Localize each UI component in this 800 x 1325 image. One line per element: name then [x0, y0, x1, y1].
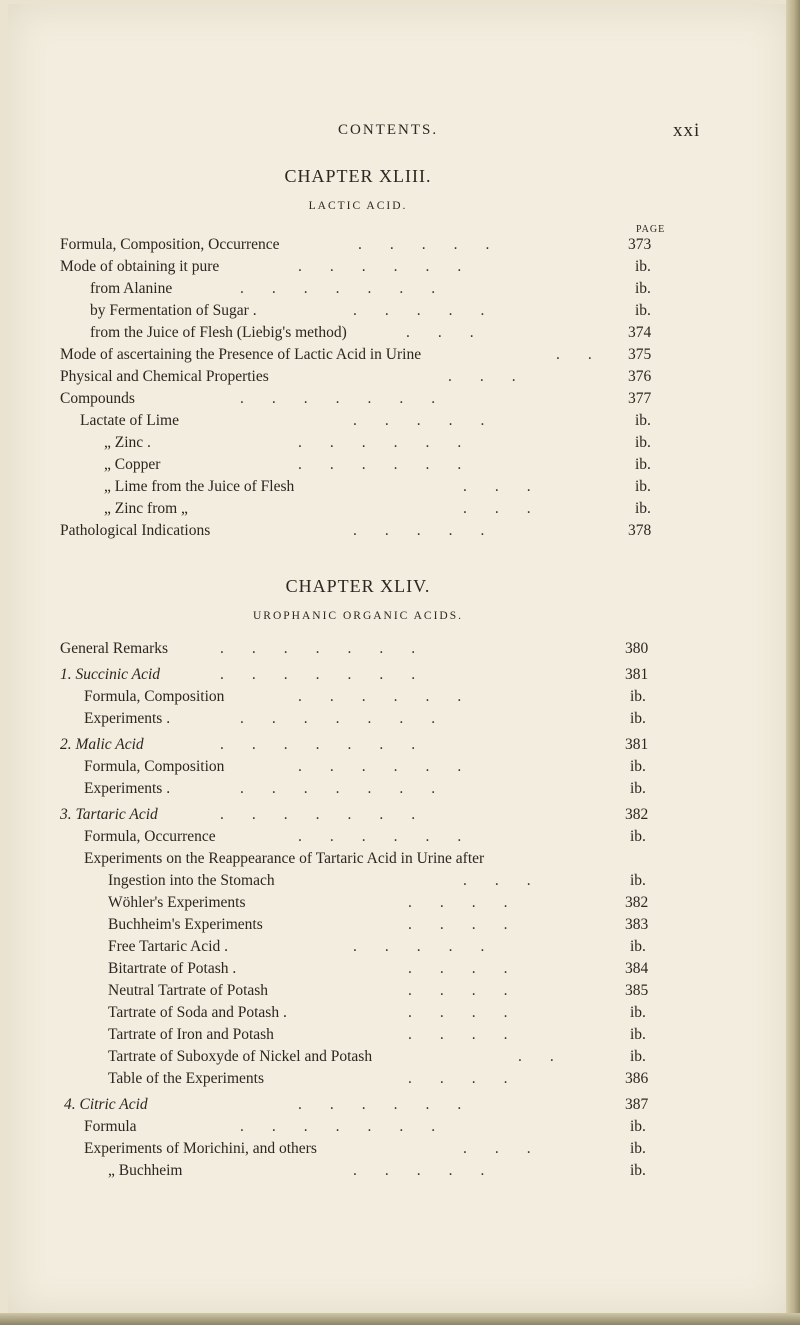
toc-entry: Formula ....... ib. [84, 1118, 646, 1135]
toc-entry: Mode of ascertaining the Presence of Lactic Acid in Urine .. 375 [60, 346, 652, 363]
toc-entry: 4. Citric Acid ...... 387 [64, 1096, 649, 1113]
toc-entry: from the Juice of Flesh (Liebig's method) ... 374 [90, 324, 652, 341]
toc-entry: 3. Tartaric Acid ....... 382 [60, 806, 649, 823]
toc-entry: Experiments of Morichini, and others ... ib. [84, 1140, 646, 1157]
chapter-44-subtitle: UROPHANIC ORGANIC ACIDS. [253, 610, 463, 622]
toc-entry: 1. Succinic Acid ....... 381 [60, 666, 649, 683]
running-header [8, 122, 790, 146]
toc-entry: Formula, Composition ...... ib. [84, 688, 646, 705]
toc-entry: Neutral Tartrate of Potash .... 385 [108, 982, 649, 999]
page-right-edge [786, 0, 800, 1325]
toc-entry: Table of the Experiments .... 386 [108, 1070, 649, 1087]
toc-entry: General Remarks ....... 380 [60, 640, 649, 657]
toc-entry: Compounds ....... 377 [60, 390, 652, 407]
toc-entry: „ Buchheim ..... ib. [108, 1162, 646, 1179]
toc-entry: Pathological Indications ..... 378 [60, 522, 652, 539]
toc-entry: „ Lime from the Juice of Flesh ... ib. [104, 478, 651, 495]
toc-entry: Wöhler's Experiments .... 382 [108, 894, 649, 911]
toc-entry: Free Tartaric Acid . ..... ib. [108, 938, 646, 955]
toc-entry: Tartrate of Soda and Potash . .... ib. [108, 1004, 646, 1021]
book-page [8, 4, 790, 1316]
chapter-43-subtitle: LACTIC ACID. [308, 200, 408, 212]
toc-entry: Tartrate of Iron and Potash .... ib. [108, 1026, 646, 1043]
toc-entry: 2. Malic Acid ....... 381 [60, 736, 649, 753]
toc-entry: Ingestion into the Stomach ... ib. [108, 872, 646, 889]
toc-entry: Formula, Occurrence ...... ib. [84, 828, 646, 845]
toc-entry: Bitartrate of Potash . .... 384 [108, 960, 649, 977]
toc-entry: Physical and Chemical Properties ... 376 [60, 368, 652, 385]
chapter-44-title: CHAPTER XLIV. [285, 576, 431, 596]
toc-entry: Mode of obtaining it pure ...... ib. [60, 258, 651, 275]
page-column-heading: PAGE [636, 224, 666, 235]
toc-entry: „ Copper ...... ib. [104, 456, 651, 473]
toc-entry: Formula, Composition ...... ib. [84, 758, 646, 775]
toc-entry: by Fermentation of Sugar . ..... ib. [90, 302, 651, 319]
chapter-43-title: CHAPTER XLIII. [284, 166, 432, 186]
toc-entry: Lactate of Lime ..... ib. [80, 412, 651, 429]
toc-entry: Formula, Composition, Occurrence ..... 373 [60, 236, 652, 253]
toc-entry: Buchheim's Experiments .... 383 [108, 916, 649, 933]
toc-entry: Experiments . ....... ib. [84, 710, 646, 727]
toc-entry: Experiments . ....... ib. [84, 780, 646, 797]
page-bottom-edge [0, 1313, 800, 1325]
toc-entry: from Alanine ....... ib. [90, 280, 651, 297]
toc-entry: Tartrate of Suboxyde of Nickel and Potash .. ib. [108, 1048, 646, 1065]
toc-entry: „ Zinc from „ ... ib. [104, 500, 651, 517]
page-folio: xxi [673, 120, 701, 141]
toc-entry: Experiments on the Reappearance of Tartaric Acid in Urine after [84, 850, 485, 867]
running-title: CONTENTS. [338, 122, 439, 138]
toc-entry: „ Zinc . ...... ib. [104, 434, 651, 451]
